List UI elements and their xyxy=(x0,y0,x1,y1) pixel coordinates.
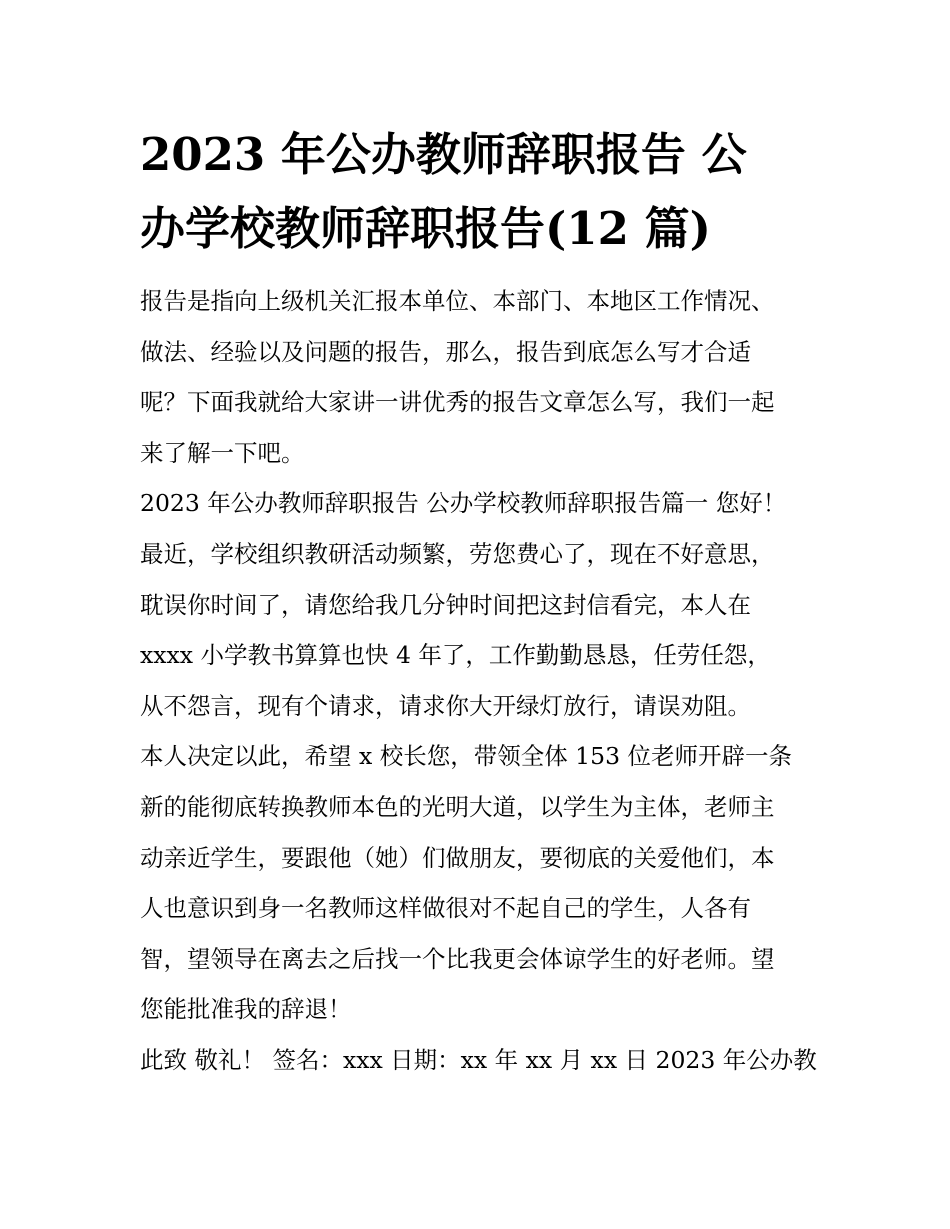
document-body xyxy=(140,276,820,1086)
title-line: 2023 年公办教师辞职报告 公 xyxy=(140,128,747,181)
body-line: 做法、经验以及问题的报告，那么，报告到底怎么写才合适 xyxy=(140,337,751,366)
body-line: 耽误你时间了，请您给我几分钟时间把这封信看完，本人在 xyxy=(140,590,751,619)
body-line: 此致 敬礼！ 签名：xxx 日期：xx 年 xx 月 xx 日 2023 年公办教 xyxy=(140,1045,817,1074)
body-line: 您能批准我的辞退！ xyxy=(140,995,352,1024)
body-line: xxxx 小学教书算算也快 4 年了，工作勤勤恳恳，任劳任怨， xyxy=(140,641,771,670)
document-title xyxy=(140,118,820,266)
body-line: 最近，学校组织教研活动频繁，劳您费心了，现在不好意思， xyxy=(140,539,775,568)
body-line: 本人决定以此，希望 x 校长您，带领全体 153 位老师开辟一条 xyxy=(140,742,792,771)
body-line: 智，望领导在离去之后找一个比我更会体谅学生的好老师。望 xyxy=(140,944,775,973)
body-line: 报告是指向上级机关汇报本单位、本部门、本地区工作情况、 xyxy=(140,287,775,315)
body-line: 人也意识到身一名教师这样做很对不起自己的学生，人各有 xyxy=(140,894,751,923)
body-line: 动亲近学生，要跟他（她）们做朋友，要彻底的关爱他们，本 xyxy=(140,843,775,872)
body-line: 新的能彻底转换教师本色的光明大道，以学生为主体，老师主 xyxy=(140,792,775,821)
title-line: 办学校教师辞职报告(12 篇) xyxy=(140,202,711,255)
body-line: 呢？下面我就给大家讲一讲优秀的报告文章怎么写，我们一起 xyxy=(140,388,775,417)
body-line: 从不怨言，现有个请求，请求你大开绿灯放行，请误劝阻。 xyxy=(140,691,751,720)
body-line: 来了解一下吧。 xyxy=(140,438,305,467)
body-line: 2023 年公办教师辞职报告 公办学校教师辞职报告篇一 您好！ xyxy=(140,489,787,518)
